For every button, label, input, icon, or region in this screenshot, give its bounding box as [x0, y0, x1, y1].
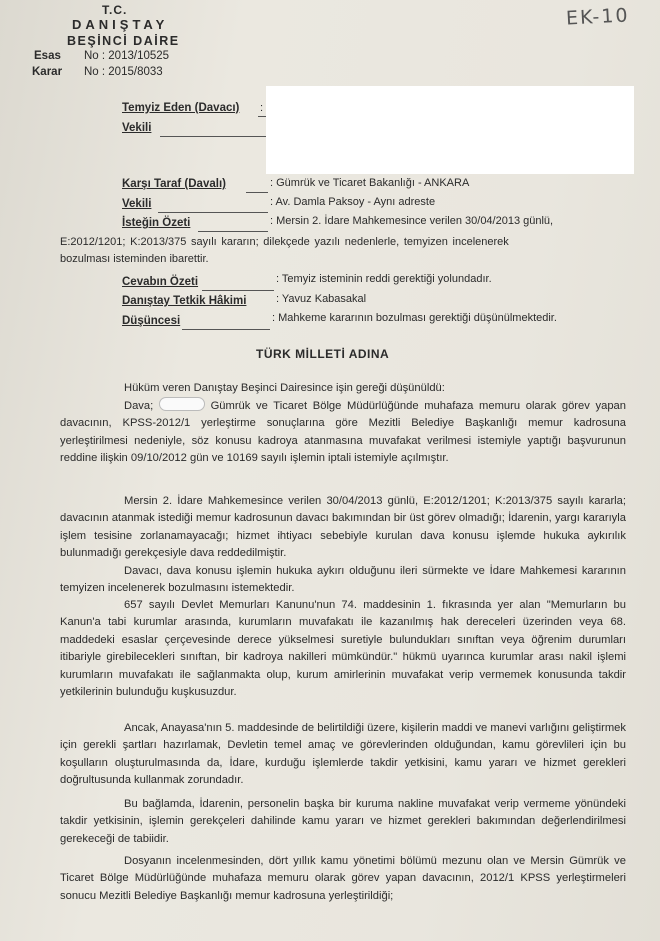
name-redaction	[159, 397, 205, 411]
opposing-label: Karşı Taraf (Davalı)	[122, 178, 226, 190]
paragraph-7	[60, 853, 626, 905]
p6-text: Bu bağlamda, İdarenin, personelin başka bir kuruma nakline muvafakat verip vermeme yönündeki takdir yetkisinin, işlemin gerekçeleri dahilinde kamu yararı ve hizmet gerekleri bakımından değerlendirilmesi gerekeceği de tabiidir.	[60, 798, 626, 845]
karar-label: Karar	[32, 66, 63, 78]
paragraph-4	[60, 597, 626, 701]
proxy-value-2: : Av. Damla Paksoy - Aynı adreste	[270, 196, 436, 208]
decision-title: TÜRK MİLLETİ ADINA	[256, 347, 390, 361]
redaction-box	[266, 86, 634, 174]
paragraph-1	[60, 397, 626, 468]
response-label: Cevabın Özeti	[122, 276, 199, 288]
response-value: : Temyiz isteminin reddi gerektiği yolundadır.	[276, 273, 492, 285]
proxy-underline-2	[158, 212, 268, 213]
request-line-1: : Mersin 2. İdare Mahkemesince verilen 30/04/2013 günlü,	[270, 215, 554, 227]
request-underline	[198, 231, 268, 232]
opinion-value: : Mahkeme kararının bozulması gerektiği düşünülmektedir.	[272, 312, 557, 324]
opposing-underline	[246, 192, 268, 193]
p1-rest: Gümrük ve Ticaret Bölge Müdürlüğünde muhafaza memuru olarak görev yapan davacının, KPSS-2012/1 yerleştirme sonuçlarına göre Mezitli Belediye Başkanlığı memur kadrosuna yerleştirilmesi nedeniyle, söz konusu kadroya atanmasına muvafakat verilmesi istemiyle yaptığı başvurunun reddine ilişkin 09/10/2012 gün ve 10169 sayılı işlemin iptali istemiyle açılmıştır.	[60, 400, 627, 465]
p1-start: Dava;	[124, 400, 154, 412]
proxy-label-2: Vekili	[122, 198, 152, 210]
paragraph-2	[60, 493, 626, 563]
karar-number: No : 2015/8033	[84, 66, 163, 78]
request-line-3: bozulması isteminden ibarettir.	[60, 253, 209, 265]
p7-text: Dosyanın incelenmesinden, dört yıllık kamu yönetimi bölümü mezunu olan ve Mersin Gümrük ve Ticaret Bölge Müdürlüğünde muhafaza memuru olarak görev yapan davacının, 2012/1 KPSS yerleştirmeleri sonucu Mezitli Belediye Başkanlığı memur kadrosuna yerleştirildiği;	[60, 855, 626, 902]
paragraph-6	[60, 796, 626, 848]
paragraph-3	[60, 563, 626, 598]
request-label: İsteğin Özeti	[122, 217, 191, 229]
proxy-label-1: Vekili	[122, 122, 152, 134]
p3-text: Davacı, dava konusu işlemin hukuka aykırı olduğunu ileri sürmekte ve İdare Mahkemesi kararının temyizen incelenerek bozulmasını istemektedir.	[60, 565, 626, 595]
paragraph-5	[60, 720, 626, 790]
appellant-label: Temyiz Eden (Davacı)	[122, 102, 240, 114]
appellant-colon: :	[260, 102, 264, 114]
chamber-name: BEŞİNCİ DAİRE	[67, 34, 180, 48]
judge-value: : Yavuz Kabasakal	[276, 293, 367, 305]
opinion-underline	[182, 329, 270, 330]
judge-label: Danıştay Tetkik Hâkimi	[122, 295, 247, 307]
esas-label: Esas	[34, 50, 61, 62]
opinion-label: Düşüncesi	[122, 315, 181, 327]
proxy-underline-1	[160, 136, 268, 137]
p2-text: Mersin 2. İdare Mahkemesince verilen 30/04/2013 günlü, E:2012/1201; K:2013/375 sayılı kararla; davacının atanmak istediği memur kadrosunun davacı bakımından bir üst görev olmadığı; İdarenin, yargı kararıyla işlem tesisine zorlanamayacağı; hizmet ihtiyacı sebebiyle kurulan dava konusu işlemde hukuka aykırılık bulunmadığı gerekçesiyle dava reddedilmiştir.	[60, 495, 626, 560]
response-underline	[202, 290, 274, 291]
esas-number: No : 2013/10525	[84, 50, 170, 62]
handwritten-annotation: EK-10	[565, 4, 631, 30]
p5-text: Ancak, Anayasa'nın 5. maddesinde de belirtildiği üzere, kişilerin maddi ve manevi varlığını geliştirmek için gerekli şartları hazırlamak, Devletin temel amaç ve görevlerinden olduğundan, kamu görevlileri için bu koşulların oluşturulmasında da, İdare, kurduğu işlemlerde takdir yetkisini, kamu yararı ve hizmet gerekleri doğrultusunda kullanmak zorundadır.	[60, 722, 626, 787]
court-name: DANIŞTAY	[72, 17, 169, 32]
request-line-2: E:2012/1201; K:2013/375 sayılı kararın; dilekçede yazılı nedenlerle, temyizen incelenerek	[60, 236, 509, 248]
intro-line: Hüküm veren Danıştay Beşinci Dairesince işin gereği düşünüldü:	[124, 382, 445, 394]
opposing-value: : Gümrük ve Ticaret Bakanlığı - ANKARA	[270, 177, 470, 189]
p4-text: 657 sayılı Devlet Memurları Kanunu'nun 74. maddesinin 1. fıkrasında yer alan "Memurların bu Kanun'a tabi kurumlar arasında, kurumların muvafakatı ile kazanılmış hak dereceleri üzerinden veya 68. maddedeki esaslar çerçevesinde derece yükselmesi suretiyle bulundukları sınıftan veya öğrenim durumları itibariyle girebilecekleri sınıftan, bir kadroya nakilleri mümkündür." hükmü uyarınca kurumlar arası nakil işlemi kurumların muvafakatı ile sağlanmakta olup, kurum amirlerinin muvafakat verip vermemek konusunda takdir yetkilerinin bulunduğu kuşkusuzdur.	[60, 599, 626, 699]
tc-heading: T.C.	[102, 3, 128, 17]
